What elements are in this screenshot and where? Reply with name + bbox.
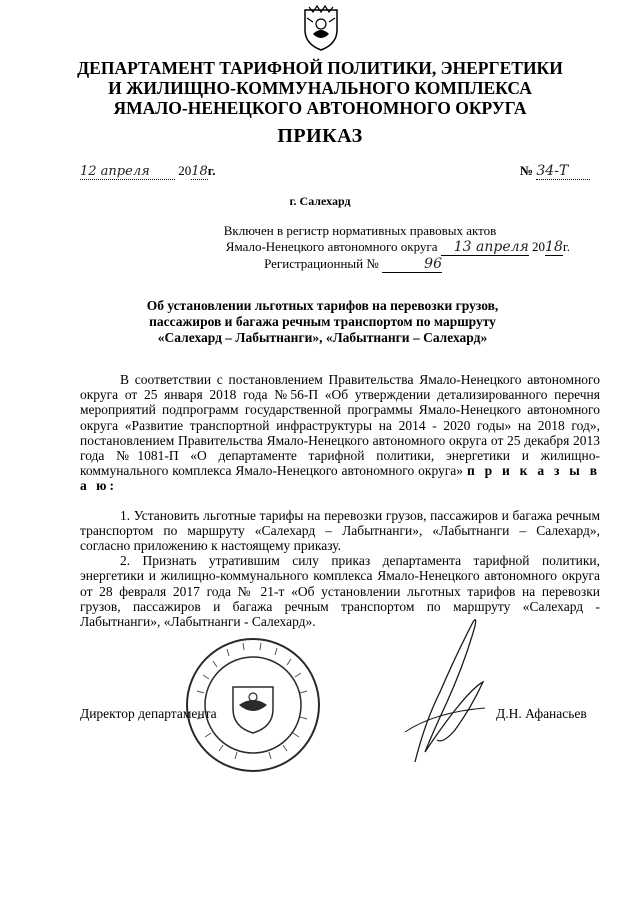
registration-number-label: Регистрационный № bbox=[264, 256, 379, 271]
subject-line: Об установлении льготных тарифов на перевозки грузов, bbox=[146, 298, 499, 313]
coat-of-arms-icon bbox=[299, 4, 343, 52]
order-year-handwritten: 18 bbox=[191, 164, 208, 179]
registration-block bbox=[140, 223, 570, 273]
subject-line: пассажиров и багажа речным транспортом по маршруту bbox=[149, 314, 496, 329]
department-line: И ЖИЛИЩНО-КОММУНАЛЬНОГО КОМПЛЕКСА bbox=[108, 78, 532, 98]
city: г. Салехард bbox=[289, 194, 351, 208]
order-number-handwritten: 34-Т bbox=[536, 163, 590, 180]
order-date-suffix: г. bbox=[207, 163, 216, 178]
subject-line: «Салехард – Лабытнанги», «Лабытнанги – Салехард» bbox=[157, 330, 488, 345]
registration-year-prefix: 20 bbox=[532, 239, 546, 254]
registration-date-handwritten: 13 апреля bbox=[441, 239, 529, 256]
registration-region: Ямало-Ненецкого автономного округа bbox=[225, 239, 438, 254]
registration-line-1: Включен в регистр нормативных правовых актов bbox=[223, 223, 497, 238]
signer-position: Директор департамента bbox=[80, 706, 217, 721]
department-header bbox=[30, 58, 610, 118]
order-date bbox=[80, 163, 215, 180]
registration-date-suffix: г. bbox=[562, 239, 570, 254]
preamble-paragraph bbox=[80, 372, 600, 494]
registration-line-2 bbox=[140, 239, 570, 256]
order-body bbox=[80, 372, 600, 629]
registration-line-3 bbox=[140, 256, 570, 273]
order-subject bbox=[80, 298, 565, 346]
signer-name: Д.Н. Афанасьев bbox=[496, 706, 587, 721]
command-word: п р и к а з ы в а ю: bbox=[80, 463, 600, 494]
round-seal-stamp bbox=[183, 635, 323, 775]
department-line: ДЕПАРТАМЕНТ ТАРИФНОЙ ПОЛИТИКИ, ЭНЕРГЕТИКИ bbox=[77, 58, 563, 78]
registration-year-handwritten: 18 bbox=[545, 239, 563, 255]
order-number bbox=[520, 163, 590, 180]
department-line: ЯМАЛО-НЕНЕЦКОГО АВТОНОМНОГО ОКРУГА bbox=[113, 98, 527, 118]
order-item-1: 1. Установить льготные тарифы на перевозки грузов, пассажиров и багажа речным транспортом по маршруту «Салехард – Лабытнанги», «Лабытнанги – Салехард», согласно приложению к настоящему приказу. bbox=[80, 507, 600, 554]
order-title: ПРИКАЗ bbox=[277, 125, 363, 147]
order-number-prefix: № bbox=[520, 163, 534, 178]
order-year-prefix: 20 bbox=[178, 163, 192, 178]
registration-number-handwritten: 96 bbox=[382, 256, 442, 273]
order-item-2: 2. Признать утратившим силу приказ департамента тарифной политики, энергетики и жилищно-коммунального комплекса Ямало-Ненецкого автономного округа от 28 февраля 2017 года № 21-т «Об установлении льготных тарифов на перевозки грузов, пассажиров и багажа речным транспортом по маршруту «Салехард - Лабытнанги», «Лабытнанги - Салехард». bbox=[80, 553, 600, 630]
preamble-text: В соответствии с постановлением Правительства Ямало-Ненецкого автономного округа от 25 января 2018 года №56-П «Об утверждении детализированного перечня мероприятий подпрограмм государственной программы Ямало-Ненецкого автономного округа «Развитие транспортной инфраструктуры на 2014 - 2020 годы» на 2018 год», постановлением Правительства Ямало-Ненецкого автономного округа от 25 декабря 2013 года №1081-П «О департаменте тарифной политики, энергетики и жилищно-коммунального комплекса Ямало-Ненецкого автономного округа» bbox=[80, 372, 600, 479]
order-date-handwritten: 12 апреля bbox=[80, 164, 175, 180]
handwritten-signature bbox=[385, 612, 495, 772]
